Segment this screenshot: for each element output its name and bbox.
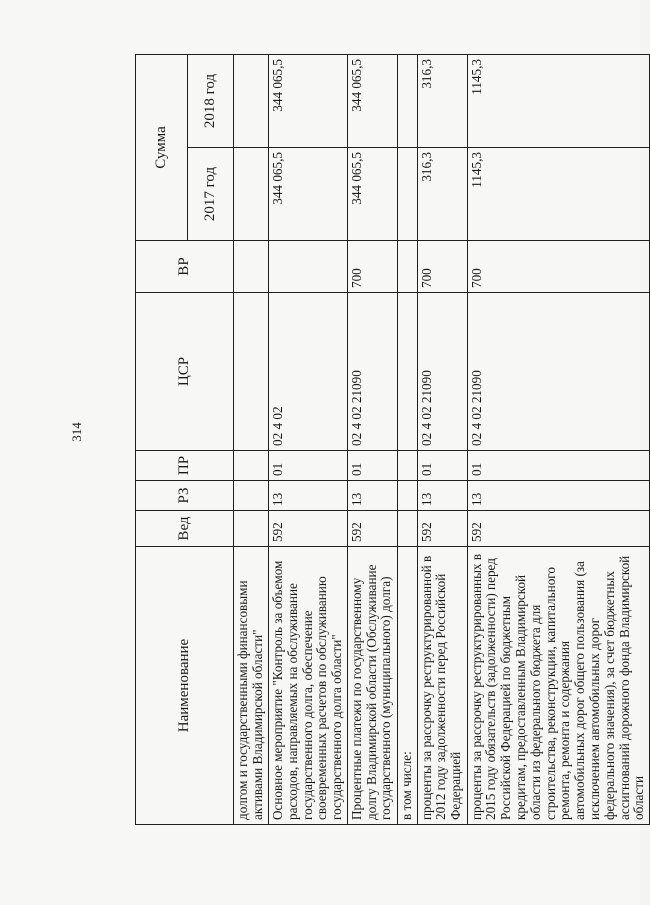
- header-row-1: [136, 54, 188, 824]
- cell-2017: [397, 148, 417, 241]
- cell-csr: 02 4 02 21090: [347, 293, 397, 451]
- cell-vr: [397, 241, 417, 293]
- cell-2018: 344 065,5: [347, 54, 397, 147]
- table-row: [234, 54, 269, 824]
- header-sum: Сумма: [136, 54, 188, 240]
- cell-ved: [234, 511, 269, 547]
- cell-csr: 02 4 02: [269, 293, 348, 451]
- cell-2017: 316,3: [417, 148, 467, 241]
- cell-rz: 13: [347, 481, 397, 511]
- table-row: [269, 54, 348, 824]
- cell-rz: 13: [467, 481, 649, 511]
- cell-2018: [397, 54, 417, 147]
- cell-csr: [397, 293, 417, 451]
- cell-vr: [269, 241, 348, 293]
- cell-2018: 316,3: [417, 54, 467, 147]
- cell-ved: 592: [269, 511, 348, 547]
- cell-2018: [234, 54, 269, 147]
- budget-table: [135, 54, 650, 825]
- cell-2017: 344 065,5: [269, 148, 348, 241]
- cell-2018: 1145,3: [467, 54, 649, 147]
- cell-rz: 13: [269, 481, 348, 511]
- header-csr: ЦСР: [136, 293, 234, 451]
- cell-name: проценты за рассрочку реструктурированных в 2015 году обязательств (задолженности) перед Российской Федерацией по бюджетным кредитам, предоставленным Владимирской области из федерального бюджета для строительства, реконструкции, капитального ремонта, ремонта и содержания автомобильных дорог общего пользования (за исключением автомобильных дорог федерального значения), за счет бюджетных ассигнований дорожного фонда Владимирской области: [467, 547, 649, 825]
- cell-name: проценты за рассрочку реструктурированной в 2012 году задолженности перед Российской Федерацией: [417, 547, 467, 825]
- rotated-table-wrapper: [135, 55, 647, 825]
- header-rz: РЗ: [136, 481, 234, 511]
- cell-pr: 01: [347, 451, 397, 481]
- cell-pr: 01: [467, 451, 649, 481]
- page-number-text: 314: [69, 422, 84, 442]
- cell-name: Основное мероприятие "Контроль за объемом расходов, направляемых на обслуживание государственного долга, обеспечение своевременных расчетов по обслуживанию государственного долга области": [269, 547, 348, 825]
- cell-vr: [234, 241, 269, 293]
- cell-rz: [397, 481, 417, 511]
- table-row: [467, 54, 649, 824]
- cell-ved: [397, 511, 417, 547]
- cell-pr: 01: [417, 451, 467, 481]
- cell-2018: 344 065,5: [269, 54, 348, 147]
- cell-name: Процентные платежи по государственному долгу Владимирской области (Обслуживание государственного (муниципального) долга): [347, 547, 397, 825]
- cell-vr: 700: [417, 241, 467, 293]
- cell-pr: 01: [269, 451, 348, 481]
- header-ved: Вед: [136, 511, 234, 547]
- cell-ved: 592: [347, 511, 397, 547]
- cell-vr: 700: [467, 241, 649, 293]
- cell-csr: 02 4 02 21090: [467, 293, 649, 451]
- cell-rz: 13: [417, 481, 467, 511]
- header-2017: 2017 год: [188, 148, 234, 241]
- cell-ved: 592: [467, 511, 649, 547]
- table-row: [397, 54, 417, 824]
- cell-name: в том числе:: [397, 547, 417, 825]
- cell-2017: 1145,3: [467, 148, 649, 241]
- table-row: [347, 54, 397, 824]
- cell-ved: 592: [417, 511, 467, 547]
- cell-rz: [234, 481, 269, 511]
- cell-name: долгом и государственными финансовыми активами Владимирской области": [234, 547, 269, 825]
- header-vr: ВР: [136, 241, 234, 293]
- cell-csr: [234, 293, 269, 451]
- table-row: [417, 54, 467, 824]
- header-2018: 2018 год: [188, 54, 234, 147]
- header-pr: ПР: [136, 451, 234, 481]
- cell-vr: 700: [347, 241, 397, 293]
- header-name: Наименование: [136, 547, 234, 825]
- cell-csr: 02 4 02 21090: [417, 293, 467, 451]
- cell-2017: 344 065,5: [347, 148, 397, 241]
- cell-pr: [397, 451, 417, 481]
- page-number: [62, 417, 92, 447]
- cell-pr: [234, 451, 269, 481]
- cell-2017: [234, 148, 269, 241]
